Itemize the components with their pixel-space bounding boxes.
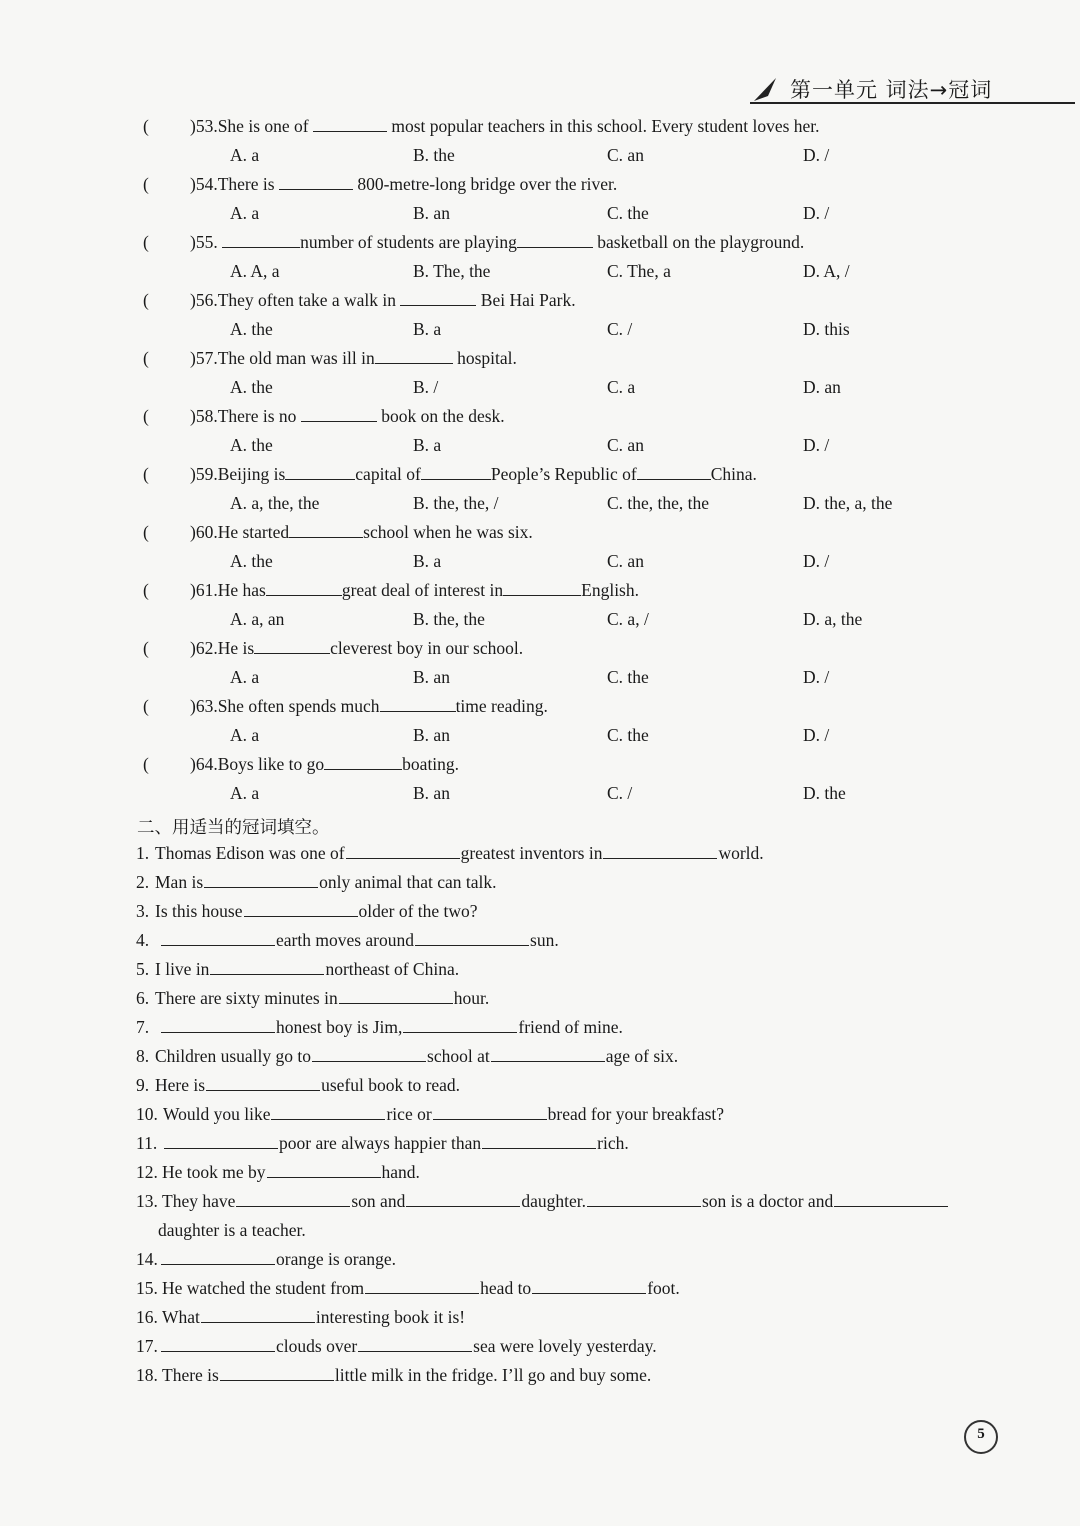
question-text — [155, 1046, 678, 1067]
answer-paren[interactable]: ( — [143, 696, 149, 716]
answer-paren[interactable]: ( — [143, 116, 149, 136]
question-text-part: little milk in the fridge. I’ll go and buy some. — [334, 1365, 652, 1385]
stem-text: Beijing is — [217, 464, 286, 484]
option-b: B. an — [413, 667, 450, 687]
answer-blank[interactable] — [400, 291, 476, 306]
question-number: )61. — [190, 580, 218, 600]
answer-paren[interactable]: ( — [143, 580, 149, 600]
question-text-part: age of six. — [605, 1046, 679, 1066]
stem-text: cleverest boy in our school. — [330, 638, 524, 658]
option-b: B. an — [413, 203, 450, 223]
option-c: C. a, / — [607, 609, 649, 629]
stem-text: time reading. — [455, 696, 548, 716]
question-text-part: poor are always happier than — [279, 1133, 482, 1153]
mc-question — [0, 406, 1080, 464]
question-number: )57. — [190, 348, 218, 368]
question-text-part: older of the two? — [358, 901, 478, 921]
question-stem — [190, 232, 804, 253]
option-a: A. a — [230, 203, 260, 223]
question-text-part: Is this house — [155, 901, 243, 921]
question-text-part: useful book to read. — [321, 1075, 461, 1095]
question-text-part: hand. — [381, 1162, 420, 1182]
page-number — [960, 1418, 998, 1452]
stem-text: boating. — [402, 754, 460, 774]
option-b: B. The, the — [413, 261, 491, 281]
answer-blank[interactable] — [254, 639, 330, 654]
option-a: A. a, the, the — [230, 493, 320, 513]
question-stem — [190, 580, 639, 601]
fill-question — [0, 872, 1080, 901]
question-number: )60. — [190, 522, 218, 542]
answer-blank[interactable] — [271, 1105, 385, 1120]
question-stem — [190, 406, 505, 427]
option-d: D. / — [803, 203, 830, 223]
option-d: D. / — [803, 145, 830, 165]
option-c: C. / — [607, 783, 633, 803]
fill-question — [0, 1162, 1080, 1191]
stem-text: English. — [581, 580, 639, 600]
question-number: 10. — [136, 1104, 158, 1124]
question-text — [162, 1278, 680, 1299]
question-text-part: foot. — [647, 1278, 680, 1298]
answer-blank[interactable] — [285, 465, 355, 480]
question-text-part: earth moves around — [276, 930, 415, 950]
mc-question — [0, 638, 1080, 696]
option-d: D. / — [803, 725, 830, 745]
answer-blank[interactable] — [491, 1047, 605, 1062]
question-number: 3. — [136, 901, 150, 921]
question-number: )55. — [190, 232, 218, 252]
unit-header — [750, 74, 1075, 104]
option-a: A. the — [230, 319, 273, 339]
question-stem — [190, 116, 820, 137]
stem-text: He has — [217, 580, 266, 600]
question-text-part: son and — [351, 1191, 406, 1211]
stem-text: great deal of interest in — [341, 580, 504, 600]
question-text-part: rich. — [597, 1133, 629, 1153]
option-a: A. the — [230, 551, 273, 571]
answer-blank[interactable] — [301, 407, 377, 422]
stem-text: most popular teachers in this school. Every student loves her. — [386, 116, 820, 136]
fill-question — [0, 1191, 1080, 1249]
option-c: C. an — [607, 145, 644, 165]
question-text — [155, 1075, 460, 1096]
option-c: C. a — [607, 377, 636, 397]
stem-text: hospital. — [452, 348, 517, 368]
fill-question — [0, 1075, 1080, 1104]
stem-text: capital of — [355, 464, 421, 484]
answer-blank[interactable] — [346, 844, 460, 859]
answer-blank[interactable] — [164, 1134, 278, 1149]
mc-question — [0, 290, 1080, 348]
question-number: 4. — [136, 930, 150, 950]
question-number: 13. — [136, 1191, 158, 1211]
fill-question — [0, 1249, 1080, 1278]
answer-paren[interactable]: ( — [143, 754, 149, 774]
fill-question — [0, 959, 1080, 988]
question-number: )54. — [190, 174, 218, 194]
answer-blank[interactable] — [204, 873, 318, 888]
question-text-part: Children usually go to — [155, 1046, 312, 1066]
question-number: )63. — [190, 696, 218, 716]
question-text-part: interesting book it is! — [315, 1307, 466, 1327]
fill-in-section — [0, 843, 1080, 1394]
answer-blank[interactable] — [603, 844, 717, 859]
answer-blank[interactable] — [503, 581, 581, 596]
option-b: B. the — [413, 145, 455, 165]
option-a: A. the — [230, 377, 273, 397]
option-b: B. the, the, / — [413, 493, 499, 513]
option-b: B. a — [413, 551, 442, 571]
answer-blank[interactable] — [380, 697, 456, 712]
answer-blank[interactable] — [210, 960, 324, 975]
option-d: D. / — [803, 551, 830, 571]
question-text-part: greatest inventors in — [460, 843, 603, 863]
answer-blank[interactable] — [532, 1279, 646, 1294]
answer-blank[interactable] — [313, 117, 387, 132]
question-stem — [190, 290, 576, 311]
option-d: D. / — [803, 435, 830, 455]
answer-blank[interactable] — [517, 233, 593, 248]
question-stem — [190, 754, 459, 775]
question-text-part: What — [162, 1307, 200, 1327]
question-number: 5. — [136, 959, 150, 979]
answer-blank[interactable] — [324, 755, 402, 770]
answer-blank[interactable] — [201, 1308, 315, 1323]
question-text — [155, 901, 478, 922]
stem-text: The old man was ill in — [217, 348, 375, 368]
option-a: A. a — [230, 725, 260, 745]
mc-question — [0, 348, 1080, 406]
stem-text: There is no — [217, 406, 301, 426]
question-text — [162, 1365, 651, 1386]
option-a: A. a — [230, 667, 260, 687]
option-c: C. The, a — [607, 261, 671, 281]
question-text-part: hour. — [453, 988, 490, 1008]
question-number: )59. — [190, 464, 218, 484]
answer-blank[interactable] — [289, 523, 363, 538]
stem-text: basketball on the playground. — [592, 232, 805, 252]
fill-question — [0, 843, 1080, 872]
answer-blank[interactable] — [312, 1047, 426, 1062]
answer-blank[interactable] — [279, 175, 353, 190]
question-continuation: daughter is a teacher. — [158, 1220, 306, 1240]
answer-blank[interactable] — [236, 1192, 350, 1207]
answer-blank[interactable] — [415, 931, 529, 946]
mc-question — [0, 754, 1080, 812]
question-text-part: There are sixty minutes in — [155, 988, 338, 1008]
question-text — [163, 1104, 724, 1125]
option-a: A. a — [230, 783, 260, 803]
question-number: 12. — [136, 1162, 158, 1182]
stem-text: Bei Hai Park. — [476, 290, 576, 310]
question-text — [160, 1336, 657, 1357]
answer-blank[interactable] — [834, 1192, 948, 1207]
option-d: D. an — [803, 377, 841, 397]
fill-question — [0, 1133, 1080, 1162]
question-number: )53. — [190, 116, 218, 136]
stem-text: They often take a walk in — [217, 290, 401, 310]
question-number: )58. — [190, 406, 218, 426]
question-text-part: friend of mine. — [518, 1017, 623, 1037]
answer-paren[interactable]: ( — [143, 174, 149, 194]
question-number: 17. — [136, 1336, 158, 1356]
option-b: B. / — [413, 377, 439, 397]
question-text-part: They have — [162, 1191, 236, 1211]
question-text-part: northeast of China. — [325, 959, 460, 979]
answer-blank[interactable] — [161, 1337, 275, 1352]
option-c: C. the — [607, 725, 649, 745]
question-text-part: Man is — [155, 872, 204, 892]
mc-question — [0, 232, 1080, 290]
option-c: C. the — [607, 203, 649, 223]
stem-text: 800-metre-long bridge over the river. — [352, 174, 618, 194]
question-text — [162, 1307, 465, 1328]
question-text-part: son is a doctor and — [701, 1191, 834, 1211]
option-d: D. the — [803, 783, 846, 803]
answer-paren[interactable]: ( — [143, 638, 149, 658]
option-a: A. a, an — [230, 609, 285, 629]
question-number: 7. — [136, 1017, 150, 1037]
stem-text: She often spends much — [217, 696, 380, 716]
question-text — [162, 1162, 420, 1183]
fill-question — [0, 1104, 1080, 1133]
question-number: 8. — [136, 1046, 150, 1066]
question-number: 15. — [136, 1278, 158, 1298]
option-c: C. an — [607, 435, 644, 455]
answer-blank[interactable] — [403, 1018, 517, 1033]
answer-blank[interactable] — [433, 1105, 547, 1120]
answer-blank[interactable] — [161, 1018, 275, 1033]
question-text-part: There is — [162, 1365, 219, 1385]
fill-question — [0, 930, 1080, 959]
answer-blank[interactable] — [365, 1279, 479, 1294]
question-text — [162, 1191, 949, 1212]
question-text — [163, 1133, 629, 1154]
question-number: )56. — [190, 290, 218, 310]
section-2-title: 二、用适当的冠词填空。 — [137, 818, 330, 838]
question-stem — [190, 638, 523, 659]
question-number: )64. — [190, 754, 218, 774]
answer-blank[interactable] — [267, 1163, 381, 1178]
answer-paren[interactable]: ( — [143, 232, 149, 252]
question-text-part: world. — [718, 843, 764, 863]
question-text — [155, 843, 764, 864]
stem-text: China. — [710, 464, 757, 484]
option-b: B. a — [413, 435, 442, 455]
question-text-part: sea were lovely yesterday. — [473, 1336, 657, 1356]
stem-text: Boys like to go — [217, 754, 325, 774]
question-number: 11. — [136, 1133, 158, 1153]
mc-question — [0, 464, 1080, 522]
question-text-part: Thomas Edison was one of — [155, 843, 345, 863]
mc-question — [0, 696, 1080, 754]
stem-text: number of students are playing — [300, 232, 517, 252]
mc-question — [0, 116, 1080, 174]
question-text-part: Here is — [155, 1075, 206, 1095]
question-text-part: He took me by — [162, 1162, 266, 1182]
stem-text: He started — [217, 522, 290, 542]
option-a: A. the — [230, 435, 273, 455]
question-text-part: rice or — [386, 1104, 432, 1124]
answer-blank[interactable] — [244, 902, 358, 917]
option-c: C. the, the, the — [607, 493, 710, 513]
answer-paren[interactable]: ( — [143, 290, 149, 310]
question-text-part: Would you like — [163, 1104, 271, 1124]
answer-blank[interactable] — [161, 1250, 275, 1265]
fill-question — [0, 988, 1080, 1017]
question-text-part: clouds over — [276, 1336, 358, 1356]
answer-blank[interactable] — [222, 233, 300, 248]
question-stem — [190, 348, 517, 369]
question-text-part: school at — [427, 1046, 490, 1066]
answer-blank[interactable] — [358, 1337, 472, 1352]
question-number: 16. — [136, 1307, 158, 1327]
question-text-part: orange is orange. — [276, 1249, 397, 1269]
answer-paren[interactable]: ( — [143, 464, 149, 484]
question-text — [155, 959, 459, 980]
question-text-part: sun. — [530, 930, 559, 950]
stem-text: He is — [217, 638, 255, 658]
answer-blank[interactable] — [406, 1192, 520, 1207]
answer-paren[interactable]: ( — [143, 348, 149, 368]
fill-question — [0, 901, 1080, 930]
question-number: 9. — [136, 1075, 150, 1095]
answer-blank[interactable] — [482, 1134, 596, 1149]
option-a: A. a — [230, 145, 260, 165]
question-text — [155, 988, 489, 1009]
header-slash-icon — [752, 76, 778, 102]
fill-question — [0, 1365, 1080, 1394]
stem-text: school when he was six. — [363, 522, 533, 542]
answer-blank[interactable] — [339, 989, 453, 1004]
question-number: 1. — [136, 843, 150, 863]
answer-blank[interactable] — [266, 581, 342, 596]
answer-paren[interactable]: ( — [143, 522, 149, 542]
multiple-choice-section — [0, 116, 1080, 812]
question-text-part: I live in — [155, 959, 210, 979]
mc-question — [0, 174, 1080, 232]
answer-paren[interactable]: ( — [143, 406, 149, 426]
fill-question — [0, 1278, 1080, 1307]
page-number-text: 5 — [977, 1426, 985, 1442]
option-b: B. the, the — [413, 609, 485, 629]
answer-blank[interactable] — [587, 1192, 701, 1207]
fill-question — [0, 1046, 1080, 1075]
question-number: 14. — [136, 1249, 158, 1269]
question-number: 2. — [136, 872, 150, 892]
fill-question — [0, 1336, 1080, 1365]
answer-blank[interactable] — [375, 349, 453, 364]
option-d: D. / — [803, 667, 830, 687]
answer-blank[interactable] — [637, 465, 711, 480]
answer-blank[interactable] — [220, 1366, 334, 1381]
answer-blank[interactable] — [206, 1076, 320, 1091]
option-c: C. an — [607, 551, 644, 571]
option-b: B. a — [413, 319, 442, 339]
stem-text: She is one of — [217, 116, 313, 136]
option-d: D. this — [803, 319, 850, 339]
fill-question — [0, 1307, 1080, 1336]
option-a: A. A, a — [230, 261, 280, 281]
stem-text: There is — [217, 174, 279, 194]
question-text — [160, 930, 559, 951]
option-c: C. the — [607, 667, 649, 687]
question-stem — [190, 522, 533, 543]
question-text-part: only animal that can talk. — [319, 872, 497, 892]
answer-blank[interactable] — [161, 931, 275, 946]
option-c: C. / — [607, 319, 633, 339]
fill-question — [0, 1017, 1080, 1046]
question-text — [160, 1017, 623, 1038]
question-text-part: daughter. — [521, 1191, 586, 1211]
question-stem — [190, 696, 548, 717]
question-text-part: head to — [480, 1278, 532, 1298]
option-d: D. a, the — [803, 609, 863, 629]
question-stem — [190, 174, 617, 195]
question-number: 18. — [136, 1365, 158, 1385]
header-title: 第一单元 词法→冠词 — [790, 78, 993, 102]
mc-question — [0, 580, 1080, 638]
option-b: B. an — [413, 783, 450, 803]
question-number: 6. — [136, 988, 150, 1008]
question-text-part: honest boy is Jim, — [276, 1017, 403, 1037]
option-d: D. A, / — [803, 261, 850, 281]
question-number: )62. — [190, 638, 218, 658]
question-text-part: bread for your breakfast? — [547, 1104, 725, 1124]
question-stem — [190, 464, 757, 485]
stem-text: People’s Republic of — [490, 464, 637, 484]
question-text — [160, 1249, 396, 1270]
option-d: D. the, a, the — [803, 493, 893, 513]
mc-question — [0, 522, 1080, 580]
stem-text: book on the desk. — [376, 406, 505, 426]
option-b: B. an — [413, 725, 450, 745]
answer-blank[interactable] — [421, 465, 491, 480]
question-text-part: He watched the student from — [162, 1278, 365, 1298]
question-text — [155, 872, 497, 893]
